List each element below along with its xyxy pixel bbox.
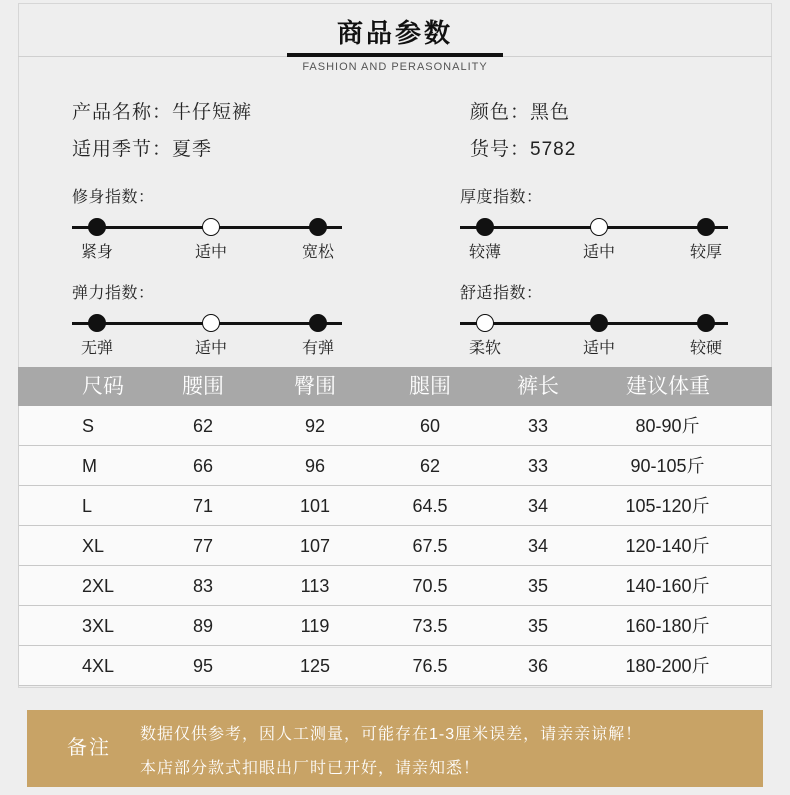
thigh-cell: 76.5 <box>412 656 448 676</box>
comfort-index <box>460 281 728 361</box>
marker-label: 较厚 <box>689 244 722 261</box>
size-cell: 4XL <box>82 656 115 676</box>
waist-cell: 71 <box>192 496 214 516</box>
size-cell: M <box>82 456 97 476</box>
product-name <box>72 101 252 125</box>
marker-label: 宽松 <box>301 244 334 261</box>
waist-cell: 83 <box>192 576 214 596</box>
weight-cell: 120-140斤 <box>625 536 710 556</box>
hip-cell: 92 <box>304 416 326 436</box>
waist-cell: 77 <box>192 536 214 556</box>
info-value: 牛仔短裤 <box>172 102 253 123</box>
table-header-weight: 建议体重 <box>626 375 710 398</box>
length-cell: 34 <box>527 536 549 556</box>
length-cell: 33 <box>527 416 549 436</box>
length-cell: 35 <box>527 616 549 636</box>
length-cell: 36 <box>527 656 549 676</box>
info-value: 黑色 <box>530 102 571 123</box>
length-cell: 33 <box>527 456 549 476</box>
hip-cell: 101 <box>299 496 331 516</box>
weight-cell: 160-180斤 <box>625 616 710 636</box>
table-header-waist: 腰围 <box>182 375 224 398</box>
marker-dot <box>590 218 608 236</box>
page-title: 商品参数 <box>336 18 453 48</box>
table-row <box>19 566 771 606</box>
note-line: 本店部分款式扣眼出厂时已开好，请亲知悉！ <box>140 760 481 777</box>
thigh-cell: 64.5 <box>412 496 448 516</box>
marker-label: 适中 <box>194 244 227 261</box>
table-row <box>19 486 771 526</box>
weight-cell: 90-105斤 <box>630 456 705 476</box>
waist-cell: 66 <box>192 456 214 476</box>
index-title: 厚度指数： <box>460 189 543 206</box>
index-title: 舒适指数： <box>460 285 543 302</box>
note-line: 数据仅供参考，因人工测量，可能存在1-3厘米误差，请亲亲谅解！ <box>140 726 643 743</box>
marker-label: 适中 <box>582 340 615 357</box>
hip-cell: 96 <box>304 456 326 476</box>
size-cell: XL <box>82 536 105 556</box>
marker-dot <box>476 218 494 236</box>
length-cell: 35 <box>527 576 549 596</box>
info-value: 5782 <box>530 139 577 160</box>
table-header-hip: 臀围 <box>294 375 336 398</box>
size-cell: 3XL <box>82 616 115 636</box>
size-cell: S <box>82 416 95 436</box>
info-label: 货号： <box>470 139 531 160</box>
marker-dot <box>697 218 715 236</box>
marker-dot <box>88 314 106 332</box>
weight-cell: 180-200斤 <box>625 656 710 676</box>
info-label: 产品名称： <box>72 102 173 123</box>
hip-cell: 119 <box>300 616 330 636</box>
marker-dot <box>476 314 494 332</box>
table-header-size: 尺码 <box>82 375 124 398</box>
marker-label: 适中 <box>582 244 615 261</box>
index-title: 修身指数： <box>72 189 155 206</box>
page-subtitle: FASHION AND PERASONALITY <box>302 61 488 73</box>
product-sku <box>470 138 576 162</box>
marker-label: 较硬 <box>689 340 722 357</box>
marker-label: 有弹 <box>301 340 334 357</box>
product-color <box>470 101 570 125</box>
table-header-thigh: 腿围 <box>409 375 451 398</box>
size-cell: L <box>82 496 93 516</box>
hip-cell: 113 <box>300 576 330 596</box>
note-label: 备注 <box>67 737 111 759</box>
table-row <box>19 406 771 446</box>
size-table-header <box>18 367 772 406</box>
waist-cell: 89 <box>192 616 214 636</box>
weight-cell: 80-90斤 <box>635 416 700 436</box>
marker-dot <box>202 314 220 332</box>
fit-index <box>72 185 342 265</box>
title-underline <box>287 53 503 57</box>
marker-dot <box>590 314 608 332</box>
info-label: 颜色： <box>470 102 531 123</box>
marker-label: 柔软 <box>468 340 501 357</box>
stretch-index <box>72 281 342 361</box>
table-header-length: 裤长 <box>517 375 559 398</box>
weight-cell: 140-160斤 <box>625 576 710 596</box>
table-row <box>19 646 771 686</box>
info-value: 夏季 <box>172 139 213 160</box>
thigh-cell: 70.5 <box>412 576 448 596</box>
marker-dot <box>309 314 327 332</box>
marker-label: 较薄 <box>468 244 501 261</box>
hip-cell: 107 <box>299 536 331 556</box>
marker-dot <box>202 218 220 236</box>
marker-dot <box>697 314 715 332</box>
thickness-index <box>460 185 728 265</box>
table-row <box>19 606 771 646</box>
table-row <box>19 526 771 566</box>
thigh-cell: 60 <box>419 416 441 436</box>
marker-label: 无弹 <box>80 340 113 357</box>
table-row <box>19 446 771 486</box>
info-label: 适用季节： <box>72 139 173 160</box>
product-season <box>72 138 212 162</box>
marker-label: 适中 <box>194 340 227 357</box>
thigh-cell: 73.5 <box>412 616 448 636</box>
note-box <box>27 710 763 787</box>
marker-label: 紧身 <box>80 244 113 261</box>
waist-cell: 62 <box>192 416 214 436</box>
marker-dot <box>309 218 327 236</box>
weight-cell: 105-120斤 <box>625 496 710 516</box>
thigh-cell: 62 <box>419 456 441 476</box>
thigh-cell: 67.5 <box>412 536 448 556</box>
hip-cell: 125 <box>299 656 331 676</box>
index-title: 弹力指数： <box>72 285 155 302</box>
waist-cell: 95 <box>192 656 214 676</box>
size-cell: 2XL <box>82 576 115 596</box>
size-table-body <box>18 406 772 686</box>
length-cell: 34 <box>527 496 549 516</box>
marker-dot <box>88 218 106 236</box>
